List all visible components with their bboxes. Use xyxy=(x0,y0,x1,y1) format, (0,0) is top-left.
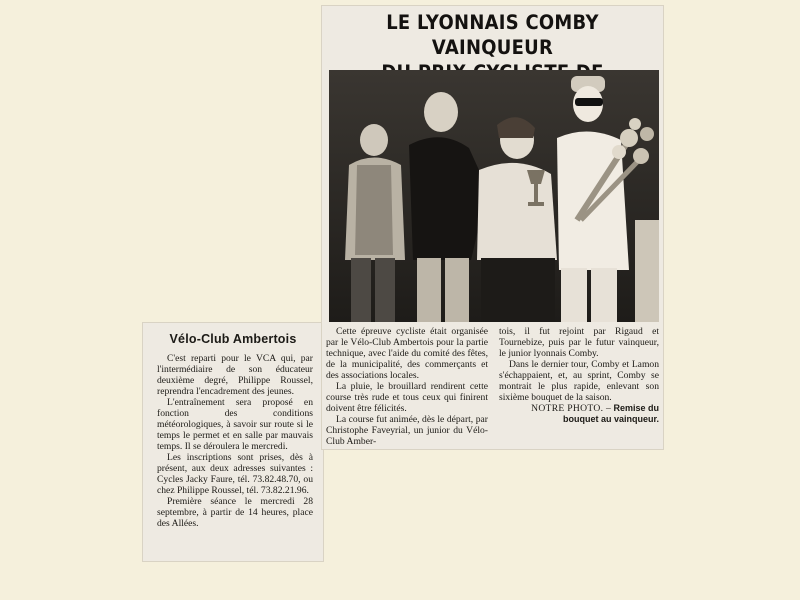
club-notice-paragraph: Première séance le mercredi 28 septembre, à partir de 14 heures, place des Allées. xyxy=(157,496,313,529)
photo-caption-lead: NOTRE PHOTO. – xyxy=(531,403,612,414)
race-report-paragraph: La pluie, le brouillard rendirent cette course très rude et tous ceux qui finirent doivent être félicités. xyxy=(326,381,488,414)
race-report-column-1 xyxy=(326,326,488,447)
race-report-paragraph: Cette épreuve cycliste était organisée par le Vélo-Club Ambertois pour la partie technique, avec l'aide du comité des fêtes, de la municipalité, des commerçants et des associations locales. xyxy=(326,326,488,381)
headline-line-1: LE LYONNAIS COMBY VAINQUEUR xyxy=(386,11,599,59)
award-ceremony-photo-drawing xyxy=(329,70,659,322)
race-report-paragraph: tois, il fut rejoint par Rigaud et Tournebize, puis par le futur vainqueur, le junior lyonnais Comby. xyxy=(499,326,659,359)
club-notice-paragraph: Les inscriptions sont prises, dès à présent, aux deux adresses suivantes : Cycles Jacky Faure, tél. 73.82.48.70, ou chez Philippe Roussel, tél. 73.82.21.96. xyxy=(157,452,313,496)
background-person-figure xyxy=(635,220,659,322)
race-report-column-2 xyxy=(499,326,659,425)
club-notice-paragraph: C'est reparti pour le VCA qui, par l'intermédiaire de son éducateur deuxième degré, Philippe Roussel, reprendra l'encadrement des jeunes. xyxy=(157,353,313,397)
award-ceremony-photo xyxy=(329,70,659,322)
club-notice-body xyxy=(157,353,313,529)
race-report-clipping xyxy=(322,6,663,449)
photo-caption xyxy=(499,403,659,425)
race-report-paragraph: Dans le dernier tour, Comby et Lamon s'échappaient, et, au sprint, Comby se montrait le plus rapide, enlevant son sixième bouquet de la saison. xyxy=(499,359,659,403)
club-notice-paragraph: L'entraînement sera proposé en fonction des conditions météorologiques, à savoir sur route si le temps le permet et en salle par mauvais temps. Il se déroulera le mercredi. xyxy=(157,397,313,452)
club-notice-clipping xyxy=(143,323,323,561)
photo-caption-text: Remise du bouquet au vainqueur. xyxy=(562,403,659,424)
race-report-paragraph: La course fut animée, dès le départ, par Christophe Faveyrial, un junior du Vélo-Club Amber- xyxy=(326,414,488,447)
club-notice-heading: Vélo-Club Ambertois xyxy=(169,332,297,346)
